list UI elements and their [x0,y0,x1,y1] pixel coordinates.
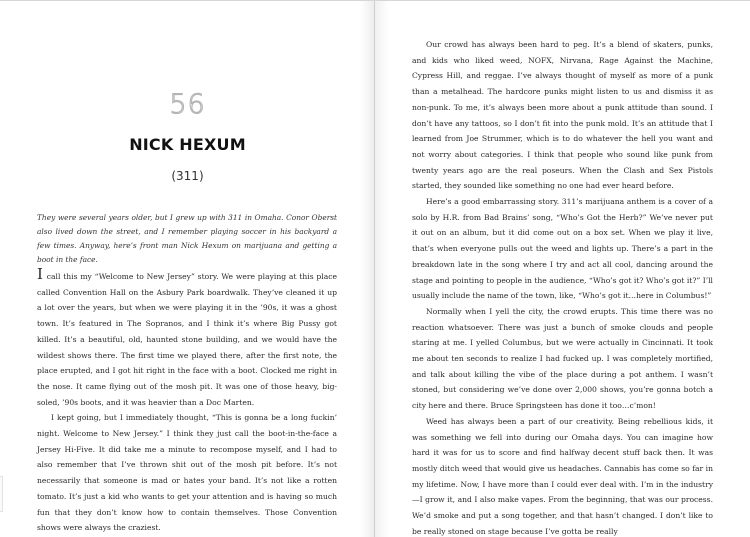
paragraph: I call this my “Welcome to New Jersey” story. We were playing at this place called Convention Hall on the Asbury Park boardwalk. They’ve cleaned it up a lot over the years, but when we were playing it in the ’90s, it was a ghost town. It’s featured in The Sopranos, and I think it’s where Big Pussy got killed. It’s a beautiful, old, haunted stone building, and we would have the wildest shows there. The first time we played there, after the first note, the place erupted, and I got hit right in the face with a boot. Clocked me right in the nose. It came flying out of the mosh pit. It was one of those heavy, big-soled, ’90s boots, and it was heavier than a Doc Marten. [37,265,337,407]
page-edge-marker [0,476,3,512]
drop-cap: I [37,265,43,283]
paragraph: Our crowd has always been hard to peg. It’s a blend of skaters, punks, and kids who liked weed, NOFX, Nirvana, Rage Against the Machine, Cypress Hill, and reggae. I’ve always thought of myself as more of a punk than a metalhead. The hardcore punks might listen to us and dismiss it as non-punk. To me, it’s always been more about a punk attitude than sound. I don’t have any tattoos, so I don’t fit into the punk mold. It’s an attitude that I learned from Joe Strummer, which is to do whatever the hell you want and not worry about categories. I think that people who sound like punk from twenty years ago are the real poseurs. When the Clash and Sex Pistols started, they sounded like something no one had ever heard before. [412,40,713,191]
chapter-title: NICK HEXUM [129,135,246,154]
book-spread [0,1,750,537]
chapter-intro: They were several years older, but I grew up with 311 in Omaha. Conor Oberst also lived down the street, and I remember playing soccer in his backyard a few times. Anyway, here’s front man Nick Hexum on marijuana and getting a boot in the face. [37,213,337,264]
left-page[interactable] [0,1,375,537]
paragraph: Weed has always been a part of our creativity. Being rebellious kids, it was something we fell into during our Omaha days. You can imagine how hard it was for us to score and find halfway decent stuff back then. It was mostly ditch weed that would give us headaches. Cannabis has come so far in my lifetime. Now, I have more than I could ever deal with. I’m in the industry—I grow it, and I also make vapes. From the beginning, that was our process. We’d smoke and put a song together, and that hasn’t changed. I don’t like to be really stoned on stage because I’ve gotta be really [412,416,713,536]
paragraph: Here’s a good embarrassing story. 311’s marijuana anthem is a cover of a solo by H.R. from Bad Brains’ song, “Who’s Got the Herb?” We’ve never put it out on an album, but it did come out on a box set. When we play it live, that’s when everyone pulls out the weed and lights up. There’s a part in the breakdown late in the song where I try and act all cool, dancing around the stage and pointing to people in the audience, “Who’s got it? Who’s got it?” I’ll usually include the name of the town, like, “Who’s got it…here in Columbus!” [412,197,713,301]
paragraph: Normally when I yell the city, the crowd erupts. This time there was no reaction whatsoever. There was just a bunch of smoke clouds and people staring at me. I yelled Columbus, but we were actually in Cincinnati. It took me about ten seconds to realize I had fucked up. I was completely mortified, and talk about killing the vibe of the place during a pot anthem. I wasn’t stoned, but considering we’ve done over 2,000 shows, you’re gonna botch a city here and there. Bruce Springsteen has done it too…c’mon! [412,306,713,411]
right-body-text [412,37,713,537]
chapter-number: 56 [169,89,206,120]
paragraph: I kept going, but I immediately thought, “This is gonna be a long fuckin’ night. Welcome to New Jersey.” I think they just call the boot-in-the-face a Jersey Hi-Five. It did take me a minute to recompose myself, and I had to also remember that I’ve thrown shit out of the mosh pit before. It’s not necessarily that someone is mad or hates your band. It’s not like a rotten tomato. It’s just a kid who wants to get your attention and is having so much fun that they don’t know how to contain themselves. Those Convention shows were always the craziest. [37,413,337,533]
right-page[interactable] [375,1,750,537]
left-body-text [37,265,337,536]
chapter-subtitle: (311) [171,169,204,183]
